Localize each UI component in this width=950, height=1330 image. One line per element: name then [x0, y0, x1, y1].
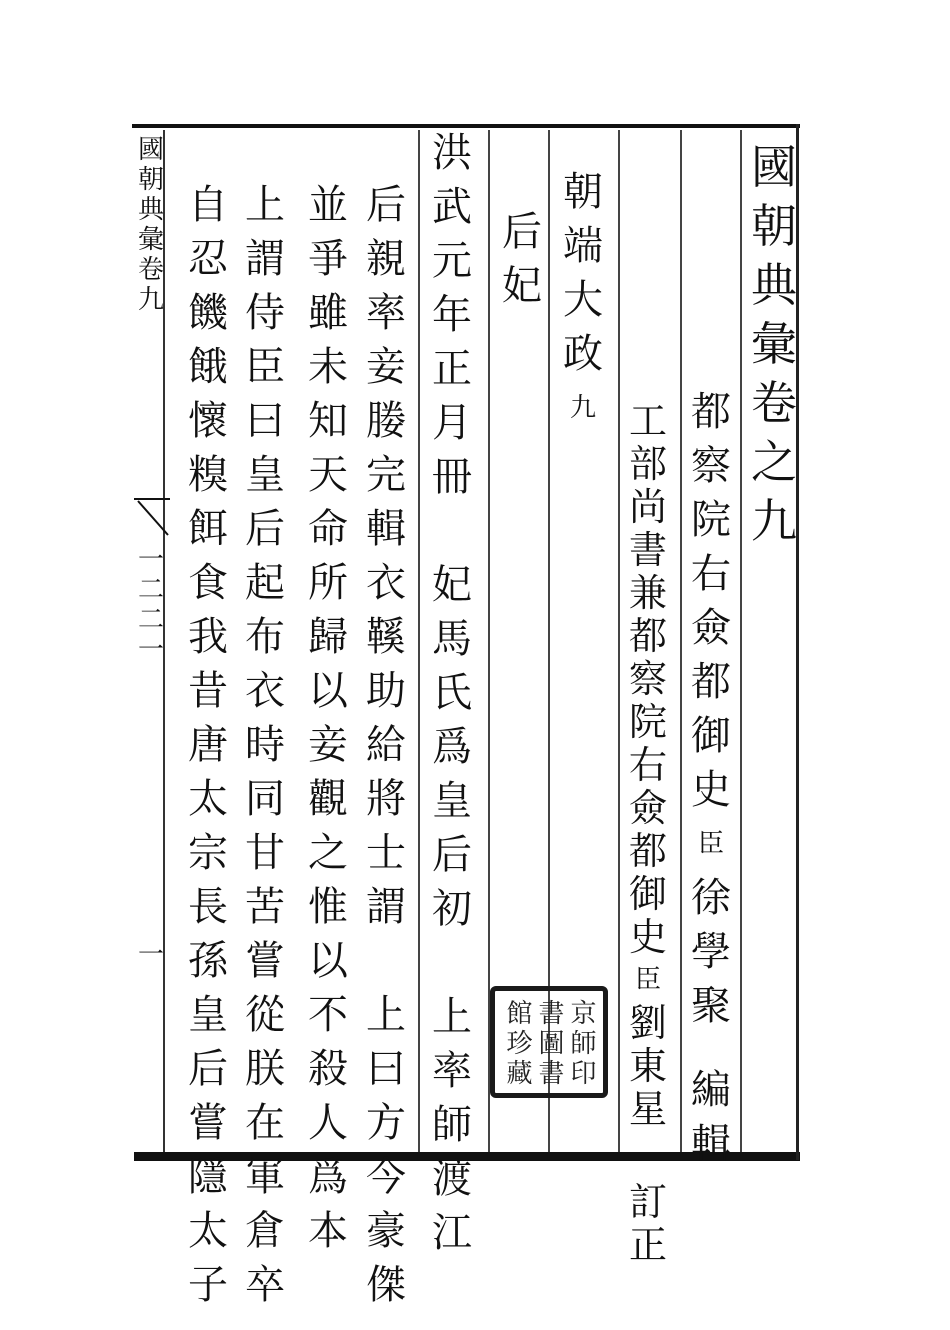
text-char: 以: [308, 668, 348, 714]
text-char: 星: [628, 1087, 667, 1131]
text-char: 宗: [188, 830, 228, 876]
text-char: 大: [563, 277, 603, 323]
text-char: 九: [751, 494, 797, 548]
text-char: 自: [188, 182, 228, 228]
text-char: 部: [628, 442, 667, 486]
text-char: 輯: [691, 1121, 731, 1167]
text-char: 國: [137, 135, 164, 165]
text-char: 書: [628, 528, 667, 572]
text-char: 鞵: [366, 614, 406, 660]
text-char: 媵: [366, 398, 406, 444]
text-char: 冊: [432, 454, 472, 500]
text-char: 所: [308, 560, 348, 606]
book-title: [744, 138, 804, 551]
text-char: 命: [308, 506, 348, 552]
text-char: 后: [502, 209, 542, 255]
text-char: 都: [628, 614, 667, 658]
text-char: 之: [751, 435, 797, 489]
text-char: 劉: [628, 1001, 667, 1045]
text-char: 氏: [432, 670, 472, 716]
text-char: 典: [137, 195, 164, 225]
text-char: 院: [628, 700, 667, 744]
text-char: 初: [432, 886, 472, 932]
text-char: 嘗: [188, 1100, 228, 1146]
text-char: 學: [691, 929, 731, 975]
text-char: 正: [432, 346, 472, 392]
text-char: 九: [137, 285, 164, 315]
text-char: 雖: [308, 290, 348, 336]
text-char: 卒: [245, 1262, 285, 1308]
text-char: 長: [188, 884, 228, 930]
text-char: 二: [137, 605, 164, 635]
text-char: 傑: [366, 1262, 406, 1308]
text-char: 在: [245, 1100, 285, 1146]
text-char: 武: [432, 184, 472, 230]
text-char: 右: [628, 743, 667, 787]
text-char: 正: [628, 1223, 667, 1267]
text-char: 並: [308, 182, 348, 228]
text-char: 侍: [245, 290, 285, 336]
text-char: 聚: [691, 983, 731, 1029]
text-char: 朕: [245, 1046, 285, 1092]
text-char: 師: [432, 1102, 472, 1148]
text-char: 都: [691, 659, 731, 705]
text-char: 謂: [245, 236, 285, 282]
text-char: 東: [628, 1044, 667, 1088]
text-char: 爲: [308, 1154, 348, 1200]
text-char: 歸: [308, 614, 348, 660]
text-char: 皇: [432, 778, 472, 824]
text-char: 輯: [366, 506, 406, 552]
text-char: 一: [137, 545, 164, 575]
text-char: 倉: [245, 1208, 285, 1254]
text-char: 上: [245, 182, 285, 228]
text-char: 僉: [628, 786, 667, 830]
text-char: 后: [245, 506, 285, 552]
text-char: 不: [308, 992, 348, 1038]
text-char: 人: [308, 1100, 348, 1146]
text-char: 天: [308, 452, 348, 498]
text-char: 糗: [188, 452, 228, 498]
text-char: 后: [188, 1046, 228, 1092]
text-char: 御: [691, 713, 731, 759]
sub-heading: [494, 205, 550, 313]
text-char: 爲: [432, 724, 472, 770]
text-char: 尚: [628, 485, 667, 529]
text-char: 皇: [245, 452, 285, 498]
text-char: 太: [188, 776, 228, 822]
fish-tail-mark-icon: [132, 495, 172, 539]
text-char: 江: [432, 1210, 472, 1256]
text-char: 時: [245, 722, 285, 768]
text-char: 彙: [751, 317, 797, 371]
text-char: 親: [366, 236, 406, 282]
text-char: 唐: [188, 722, 228, 768]
body-column-3: [300, 178, 356, 1258]
text-char: 妃: [502, 263, 542, 309]
body-column-4: [237, 178, 293, 1312]
text-char: [366, 934, 406, 988]
text-char: 元: [432, 238, 472, 284]
text-char: [432, 936, 472, 990]
text-char: 渡: [432, 1156, 472, 1202]
margin-leaf-number: [134, 940, 168, 970]
text-char: 妾: [308, 722, 348, 768]
minister-mark: 臣: [634, 965, 661, 995]
text-char: 餓: [188, 344, 228, 390]
credit-reviser: [623, 400, 673, 1267]
text-char: 院: [691, 497, 731, 543]
text-char: 史: [691, 767, 731, 813]
text-char: 今: [366, 1154, 406, 1200]
text-char: 太: [188, 1208, 228, 1254]
text-char: 妃: [432, 562, 472, 608]
text-char: 子: [188, 1262, 228, 1308]
text-char: 妾: [366, 344, 406, 390]
text-char: 將: [366, 776, 406, 822]
text-char: 以: [308, 938, 348, 984]
text-char: 朝: [563, 169, 603, 215]
text-char: 察: [628, 657, 667, 701]
text-char: 察: [691, 443, 731, 489]
text-char: 卷: [751, 376, 797, 430]
text-char: 一: [137, 635, 164, 665]
text-char: 知: [308, 398, 348, 444]
text-char: 臣: [245, 344, 285, 390]
text-char: 率: [366, 290, 406, 336]
text-char: 忍: [188, 236, 228, 282]
column-rule: [618, 130, 620, 1152]
text-char: 上: [432, 994, 472, 1040]
text-char: 曰: [366, 1046, 406, 1092]
body-column-1: [424, 126, 480, 1260]
text-char: 餌: [188, 506, 228, 552]
section-heading: [555, 165, 611, 435]
text-char: 甘: [245, 830, 285, 876]
text-char: 后: [366, 182, 406, 228]
text-char: 給: [366, 722, 406, 768]
text-char: [432, 504, 472, 558]
text-char: 率: [432, 1048, 472, 1094]
text-char: 訂: [628, 1180, 667, 1224]
text-char: 嘗: [245, 938, 285, 984]
text-char: 卷: [137, 255, 164, 285]
body-column-5: [180, 178, 236, 1312]
text-char: 史: [628, 915, 667, 959]
text-char: 典: [751, 258, 797, 312]
text-char: 布: [245, 614, 285, 660]
text-char: 從: [245, 992, 285, 1038]
text-char: 馬: [432, 616, 472, 662]
text-char: 御: [628, 872, 667, 916]
text-char: 隱: [188, 1154, 228, 1200]
text-char: 方: [366, 1100, 406, 1146]
text-char: 月: [432, 400, 472, 446]
text-char: 端: [563, 223, 603, 269]
text-char: 編: [691, 1067, 731, 1113]
text-char: 本: [308, 1208, 348, 1254]
text-char: 軍: [245, 1154, 285, 1200]
credit-compiler: [683, 385, 739, 1171]
text-char: 苦: [245, 884, 285, 930]
column-rule: [418, 130, 420, 1152]
margin-page-number: [134, 545, 168, 665]
text-char: 政: [563, 331, 603, 377]
margin-title: [134, 135, 168, 315]
text-char: 二: [137, 575, 164, 605]
text-char: 昔: [188, 668, 228, 714]
text-char: 食: [188, 560, 228, 606]
text-char: 都: [691, 389, 731, 435]
text-char: 殺: [308, 1046, 348, 1092]
text-char: 僉: [691, 605, 731, 651]
column-rule: [740, 130, 742, 1152]
text-char: 衣: [366, 560, 406, 606]
text-char: 洪: [432, 130, 472, 176]
text-char: 豪: [366, 1208, 406, 1254]
text-char: 后: [432, 832, 472, 878]
text-char: 未: [308, 344, 348, 390]
section-number: 九: [569, 393, 596, 423]
text-char: 曰: [245, 398, 285, 444]
text-char: 國: [751, 140, 797, 194]
text-char: 都: [628, 829, 667, 873]
text-char: 年: [432, 292, 472, 338]
text-char: 饑: [188, 290, 228, 336]
text-char: 我: [188, 614, 228, 660]
text-char: 懷: [188, 398, 228, 444]
text-char: 兼: [628, 571, 667, 615]
text-char: 完: [366, 452, 406, 498]
body-column-2: [358, 178, 414, 1312]
text-char: 孫: [188, 938, 228, 984]
text-char: 徐: [691, 875, 731, 921]
column-rule: [680, 130, 682, 1152]
text-char: 之: [308, 830, 348, 876]
text-char: 朝: [751, 199, 797, 253]
text-char: 彙: [137, 225, 164, 255]
text-char: 右: [691, 551, 731, 597]
text-char: 謂: [366, 884, 406, 930]
minister-mark: 臣: [697, 829, 724, 859]
text-char: 觀: [308, 776, 348, 822]
text-char: 同: [245, 776, 285, 822]
library-seal-stamp: 館 書 京 珍 圖 師 藏 書 印: [490, 986, 608, 1098]
text-char: 工: [628, 399, 667, 443]
text-char: 惟: [308, 884, 348, 930]
text-char: 朝: [137, 165, 164, 195]
text-char: 一: [137, 940, 164, 970]
text-char: 助: [366, 668, 406, 714]
text-char: 爭: [308, 236, 348, 282]
text-char: 起: [245, 560, 285, 606]
text-char: 上: [366, 992, 406, 1038]
text-char: 皇: [188, 992, 228, 1038]
text-char: 衣: [245, 668, 285, 714]
text-char: 士: [366, 830, 406, 876]
